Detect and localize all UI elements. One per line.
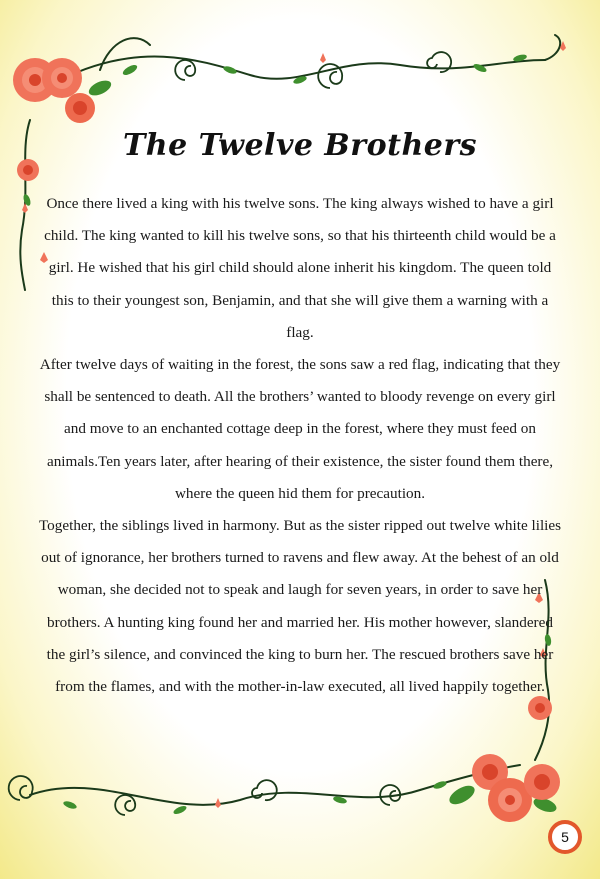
page-number-badge: 5 <box>548 820 582 854</box>
story-text <box>38 188 562 703</box>
story-paragraph: Once there lived a king with his twelve sons. The king always wished to have a girl child. The king wanted to kill his twelve sons, so that his thirteenth child would be a girl. He wished that his girl child should alone inherit his kingdom. The queen told this to their youngest son, Benjamin, and that she will give them a warning with a flag. <box>44 195 556 341</box>
story-paragraph: Together, the siblings lived in harmony. But as the sister ripped out twelve white lilies out of ignorance, her brothers turned to ravens and flew away. At the behest of an old woman, she decided not to speak and laugh for seven years, in order to save her brothers. A hunting king found her and married her. His mother however, slandered the girl’s silence, and convinced the king to burn her. The rescued brothers save her from the flames, and with the mother-in-law executed, all lived happily together. <box>38 517 562 696</box>
page-title: The Twelve Brothers <box>122 128 478 163</box>
story-paragraph: After twelve days of waiting in the forest, the sons saw a red flag, indicating that they shall be sentenced to death. All the brothers’ wanted to bloody revenge on every girl and move to an enchanted cottage deep in the forest, where they must feed on animals.Ten years later, after hearing of their existence, the sister found them there, where the queen hid them for precaution. <box>39 356 561 502</box>
